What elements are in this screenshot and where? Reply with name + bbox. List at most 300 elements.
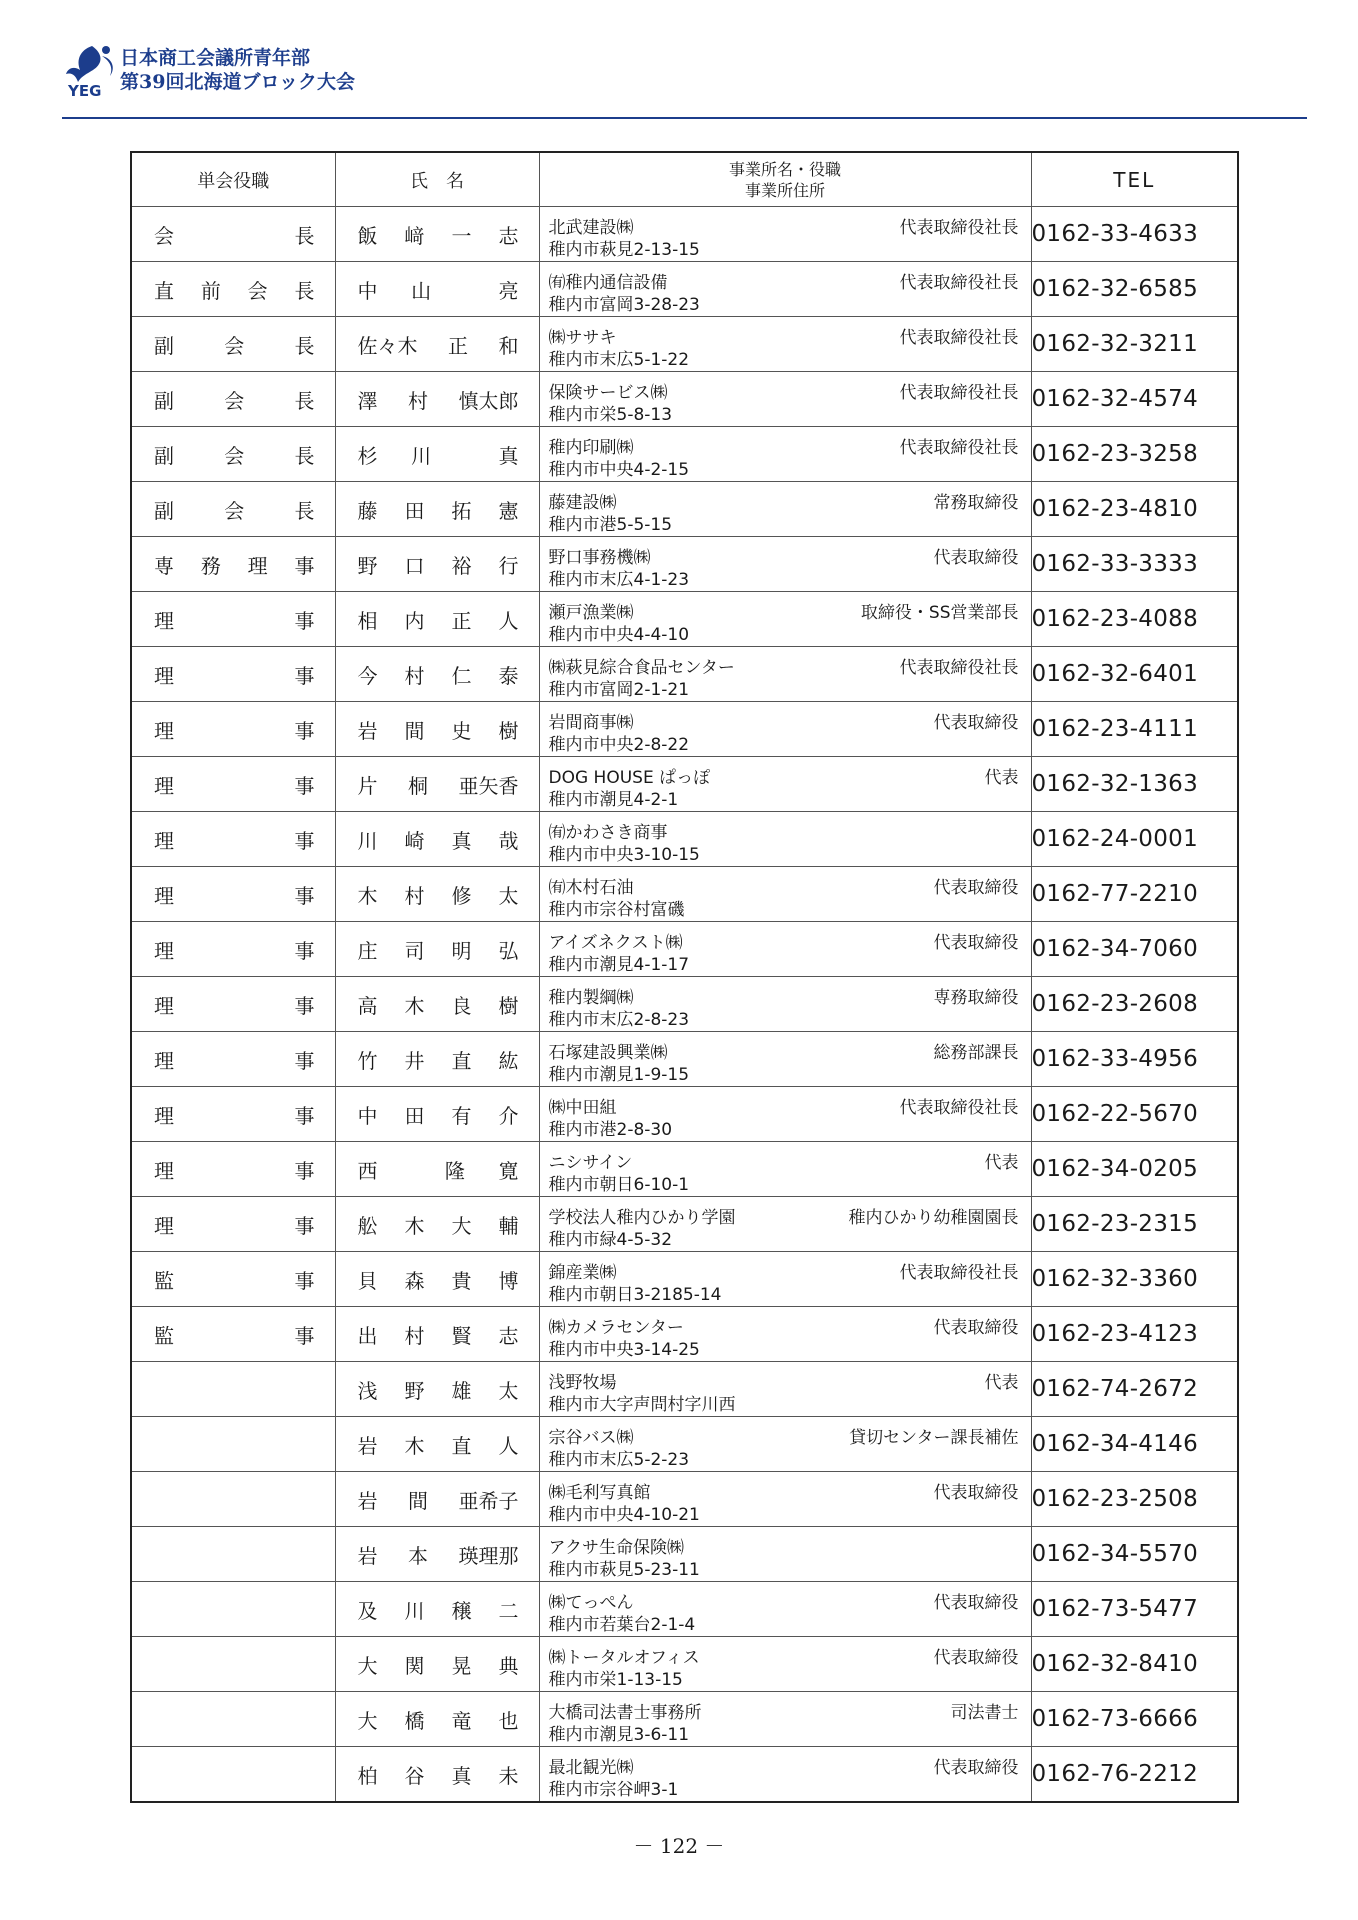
job-title: 総務部課長 [933,1043,1019,1063]
role-char: 理 [154,993,174,1018]
phone-number: 0162-74-2672 [1031,1362,1238,1417]
phone-number: 0162-32-1363 [1031,757,1238,812]
member-role [132,1210,335,1239]
role-cell [131,922,335,977]
member-name [336,440,539,469]
name-char: 及 [357,1598,378,1623]
table-row [131,1197,1238,1252]
name-char: 内 [404,608,425,633]
name-char: 野 [357,553,378,578]
name-char: 大 [357,1653,378,1678]
name-char: 大 [451,1213,472,1238]
table-row [131,537,1238,592]
table-row [131,1032,1238,1087]
name-char: 志 [498,223,519,248]
name-char: 弘 [498,938,519,963]
office-cell [539,1417,1031,1472]
name-char: 桐 [408,773,428,798]
job-title: 代表 [984,768,1019,788]
role-cell [131,1527,335,1582]
phone-number: 0162-23-4111 [1031,702,1238,757]
role-cell [131,1087,335,1142]
role-char: 長 [294,278,315,303]
office-address: 稚内市潮見4-1-17 [548,955,690,975]
member-name [336,275,539,304]
job-title: 代表取締役社長 [899,658,1019,678]
role-char: 直 [154,278,174,303]
name-cell [335,922,539,977]
member-name [336,935,539,964]
name-char: 西 [357,1158,378,1183]
phone-number: 0162-24-0001 [1031,812,1238,867]
name-char: 竹 [357,1048,378,1073]
job-title: 代表取締役社長 [899,438,1019,458]
company-name: 北武建設㈱ [548,218,634,238]
member-name [336,1320,539,1349]
role-char: 会 [154,223,174,248]
name-char: 﨑 [404,223,425,248]
name-char: 山 [411,278,432,303]
table-row [131,922,1238,977]
name-char: 澤 [357,388,378,413]
member-role [132,825,335,854]
company-name: 学校法人稚内ひかり学園 [548,1208,736,1228]
name-char: 庄 [357,938,378,963]
table-row [131,1747,1238,1803]
role-char: 前 [200,278,221,303]
page-number: － 122 － [633,1834,725,1858]
role-char: 事 [294,1213,315,1238]
column-header-office [539,152,1031,207]
office-cell [539,1362,1031,1417]
member-role [132,1155,335,1184]
job-title: 常務取締役 [933,493,1019,513]
office-cell [539,372,1031,427]
table-row [131,592,1238,647]
member-name [336,1100,539,1129]
job-title: 代表取締役社長 [899,1098,1019,1118]
role-char: 監 [154,1323,174,1348]
company-name: ㈱カメラセンター [548,1318,684,1338]
office-address: 稚内市末広2-8-23 [548,1010,690,1030]
office-address: 稚内市潮見4-2-1 [548,790,679,810]
name-char: 関 [404,1653,425,1678]
name-char: 片 [357,773,378,798]
name-char: 仁 [451,663,472,688]
phone-number: 0162-77-2210 [1031,867,1238,922]
name-char: 出 [357,1323,378,1348]
office-address: 稚内市萩見2-13-15 [548,240,700,260]
page-header [62,40,1307,118]
member-name [336,1045,539,1074]
name-char: 川 [357,828,378,853]
name-char: 典 [498,1653,519,1678]
company-name: 稚内製綱㈱ [548,988,634,1008]
office-address: 稚内市中央4-2-15 [548,460,690,480]
name-char: 明 [451,938,472,963]
name-char: 川 [404,1598,425,1623]
role-char: 事 [294,1158,315,1183]
phone-number: 0162-32-3360 [1031,1252,1238,1307]
role-cell [131,1252,335,1307]
name-char: 岩 [357,1433,378,1458]
phone-number: 0162-23-2315 [1031,1197,1238,1252]
name-char: 橋 [404,1708,425,1733]
name-cell [335,977,539,1032]
phone-number: 0162-22-5670 [1031,1087,1238,1142]
organization-name: 日本商工会議所青年部 [120,47,311,69]
phone-number: 0162-32-3211 [1031,317,1238,372]
table-row [131,1527,1238,1582]
name-char: 憲 [498,498,519,523]
role-char: 理 [154,608,174,633]
name-cell [335,592,539,647]
member-name [336,550,539,579]
name-char: 谷 [404,1763,425,1788]
member-role [132,605,335,634]
name-char: 正 [448,333,468,358]
name-cell [335,1197,539,1252]
office-cell [539,537,1031,592]
name-char: 崎 [404,828,425,853]
role-char: 副 [154,388,174,413]
job-title: 代表 [984,1153,1019,1173]
phone-number: 0162-33-4633 [1031,207,1238,262]
member-role [132,495,335,524]
office-address: 稚内市中央4-10-21 [548,1505,700,1525]
name-char: 人 [498,1433,519,1458]
office-address: 稚内市緑4-5-32 [548,1230,673,1250]
office-address: 稚内市潮見1-9-15 [548,1065,690,1085]
office-address: 稚内市栄5-8-13 [548,405,673,425]
member-name [336,1375,539,1404]
role-char: 事 [294,1268,315,1293]
role-char: 会 [224,498,245,523]
member-name [336,770,539,799]
member-directory-table [130,151,1239,1803]
member-name [336,220,539,249]
office-address: 稚内市港2-8-30 [548,1120,673,1140]
phone-number: 0162-23-4123 [1031,1307,1238,1362]
name-char: 史 [451,718,472,743]
name-char: 飯 [357,223,378,248]
name-char: 岩 [357,718,378,743]
company-name: 大橋司法書士事務所 [548,1703,702,1723]
role-char: 事 [294,938,315,963]
name-char: 修 [451,883,472,908]
column-header-role: 単会役職 [131,152,335,207]
member-name [336,1705,539,1734]
company-name: アイズネクスト㈱ [548,933,683,953]
phone-number: 0162-34-7060 [1031,922,1238,977]
member-role [132,1265,335,1294]
job-title: 代表取締役 [933,1318,1019,1338]
name-char: 相 [357,608,378,633]
role-char: 会 [247,278,268,303]
role-char: 専 [154,553,174,578]
name-cell [335,317,539,372]
member-role [132,990,335,1019]
member-name [336,880,539,909]
role-char: 理 [154,663,174,688]
office-cell [539,1637,1031,1692]
role-cell [131,1417,335,1472]
phone-number: 0162-23-4088 [1031,592,1238,647]
name-cell [335,647,539,702]
office-address: 稚内市若葉台2-1-4 [548,1615,696,1635]
member-name [336,605,539,634]
phone-number: 0162-23-2608 [1031,977,1238,1032]
company-name: ㈲木村石油 [548,878,634,898]
job-title: 稚内ひかり幼稚園園長 [848,1208,1019,1228]
name-char: 也 [498,1708,519,1733]
phone-number: 0162-23-2508 [1031,1472,1238,1527]
table-row [131,1087,1238,1142]
name-char: 中 [357,1103,378,1128]
member-role [132,1045,335,1074]
table-row [131,1362,1238,1417]
role-cell [131,1582,335,1637]
name-char: 正 [451,608,472,633]
name-char: 介 [498,1103,519,1128]
member-name [336,715,539,744]
name-char: 樹 [498,718,519,743]
role-cell [131,592,335,647]
logo-text: YEG [68,82,102,100]
column-header-tel: TEL [1031,152,1238,207]
role-char: 長 [294,388,315,413]
role-char: 理 [154,883,174,908]
role-char: 理 [154,773,174,798]
role-char: 理 [154,1048,174,1073]
office-cell [539,317,1031,372]
name-char: 瑛理那 [458,1543,519,1568]
member-role [132,440,335,469]
office-cell [539,482,1031,537]
table-row [131,317,1238,372]
name-char: 博 [498,1268,519,1293]
name-char: 晃 [451,1653,472,1678]
office-cell [539,592,1031,647]
name-char: 直 [451,1433,472,1458]
table-row [131,1582,1238,1637]
role-cell [131,1637,335,1692]
name-char: 貝 [357,1268,378,1293]
name-char: 賢 [451,1323,472,1348]
member-role [132,935,335,964]
name-char: 大 [357,1708,378,1733]
job-title: 取締役・SS営業部長 [860,603,1019,623]
role-char: 長 [294,333,315,358]
job-title: 代表取締役社長 [899,218,1019,238]
name-cell [335,482,539,537]
role-cell [131,1362,335,1417]
company-name: アクサ生命保険㈱ [548,1538,684,1558]
name-char: 田 [404,1103,425,1128]
office-cell [539,1252,1031,1307]
office-address: 稚内市中央4-4-10 [548,625,690,645]
phone-number: 0162-23-4810 [1031,482,1238,537]
office-address: 稚内市宗谷村富磯 [548,900,685,920]
name-cell [335,207,539,262]
name-cell [335,1582,539,1637]
name-char: 雄 [451,1378,472,1403]
name-char: 哉 [498,828,519,853]
name-cell [335,757,539,812]
phone-number: 0162-32-8410 [1031,1637,1238,1692]
name-char: 有 [451,1103,472,1128]
member-role [132,1320,335,1349]
job-title: 代表取締役社長 [899,383,1019,403]
role-char: 長 [294,223,315,248]
name-char: 直 [451,1048,472,1073]
company-name: 浅野牧場 [548,1373,617,1393]
company-name: 岩間商事㈱ [548,713,634,733]
member-role [132,880,335,909]
name-char: 村 [408,388,428,413]
phone-number: 0162-33-3333 [1031,537,1238,592]
name-char: 村 [404,1323,425,1348]
job-title: 代表取締役 [933,1758,1019,1778]
name-char: 高 [357,993,378,1018]
table-row [131,647,1238,702]
office-address: 稚内市中央3-10-15 [548,845,700,865]
member-name [336,660,539,689]
name-char: 木 [357,883,378,908]
office-cell [539,1032,1031,1087]
column-header-office-line1: 事業所名・役職 [728,159,841,179]
member-name [336,1210,539,1239]
table-header-row [131,152,1238,207]
member-name [336,1650,539,1679]
table-row [131,812,1238,867]
role-cell [131,757,335,812]
role-cell [131,1197,335,1252]
name-char: 太 [498,883,519,908]
name-cell [335,1747,539,1803]
company-name: 瀬戸漁業㈱ [548,603,634,623]
member-name [336,1265,539,1294]
company-name: ㈱萩見綜合食品センター [548,658,735,678]
job-title: 代表取締役 [933,933,1019,953]
office-address: 稚内市潮見3-6-11 [548,1725,690,1745]
role-char: 長 [294,498,315,523]
role-cell [131,372,335,427]
name-char: 拓 [451,498,472,523]
member-name [336,1430,539,1459]
name-char: 行 [498,553,519,578]
job-title: 司法書士 [950,1703,1019,1723]
member-role [132,385,335,414]
table-row [131,977,1238,1032]
role-cell [131,427,335,482]
company-name: ニシサイン [548,1153,633,1173]
job-title: 貸切センター課長補佐 [849,1428,1019,1448]
name-char: 一 [451,223,472,248]
name-char: 良 [451,993,472,1018]
role-cell [131,317,335,372]
job-title: 代表取締役社長 [899,328,1019,348]
phone-number: 0162-32-6401 [1031,647,1238,702]
role-char: 理 [247,553,268,578]
name-cell [335,427,539,482]
name-cell [335,867,539,922]
office-address: 稚内市港5-5-15 [548,515,673,535]
company-name: 石塚建設興業㈱ [548,1043,668,1063]
company-name: 宗谷バス㈱ [548,1428,634,1448]
phone-number: 0162-32-6585 [1031,262,1238,317]
name-char: 寛 [498,1158,519,1183]
name-char: 藤 [357,498,378,523]
office-cell [539,977,1031,1032]
name-cell [335,262,539,317]
office-cell [539,702,1031,757]
header-divider [62,117,1307,119]
office-address: 稚内市中央2-8-22 [548,735,690,755]
role-char: 事 [294,993,315,1018]
member-role [132,550,335,579]
name-char: 佐々木 [357,333,418,358]
name-char: 柏 [357,1763,378,1788]
phone-number: 0162-23-3258 [1031,427,1238,482]
member-role [132,715,335,744]
role-char: 事 [294,608,315,633]
name-char: 木 [404,1213,425,1238]
name-char: 川 [411,443,432,468]
office-address: 稚内市中央3-14-25 [548,1340,700,1360]
job-title: 代表 [984,1373,1019,1393]
phone-number: 0162-32-4574 [1031,372,1238,427]
member-role [132,275,335,304]
role-cell [131,1747,335,1803]
role-char: 事 [294,773,315,798]
company-name: 錦産業㈱ [548,1263,617,1283]
role-char: 事 [294,1103,315,1128]
company-name: ㈱トータルオフィス [548,1648,700,1668]
office-cell [539,207,1031,262]
company-name: 保険サービス㈱ [548,383,668,403]
role-char: 事 [294,663,315,688]
name-char: 輔 [498,1213,519,1238]
table-row [131,757,1238,812]
name-char: 村 [404,663,425,688]
office-cell [539,1527,1031,1582]
phone-number: 0162-76-2212 [1031,1747,1238,1803]
table-row [131,1307,1238,1362]
job-title: 代表取締役社長 [899,273,1019,293]
column-header-office-line2: 事業所住所 [744,180,825,200]
name-char: 今 [357,663,378,688]
office-address: 稚内市宗谷岬3-1 [548,1780,679,1800]
role-cell [131,647,335,702]
role-char: 事 [294,718,315,743]
job-title: 代表取締役社長 [899,1263,1019,1283]
office-cell [539,1747,1031,1803]
role-char: 監 [154,1268,174,1293]
name-char: 本 [408,1543,428,1568]
member-name [336,1540,539,1569]
phone-number: 0162-34-5570 [1031,1527,1238,1582]
name-cell [335,702,539,757]
name-char: 岩 [357,1543,378,1568]
name-char: 貴 [451,1268,472,1293]
job-title: 代表取締役 [933,713,1019,733]
company-name: ㈲稚内通信設備 [548,273,668,293]
role-cell [131,812,335,867]
company-name: 稚内印刷㈱ [548,438,634,458]
name-char: 亮 [498,278,519,303]
member-name [336,385,539,414]
